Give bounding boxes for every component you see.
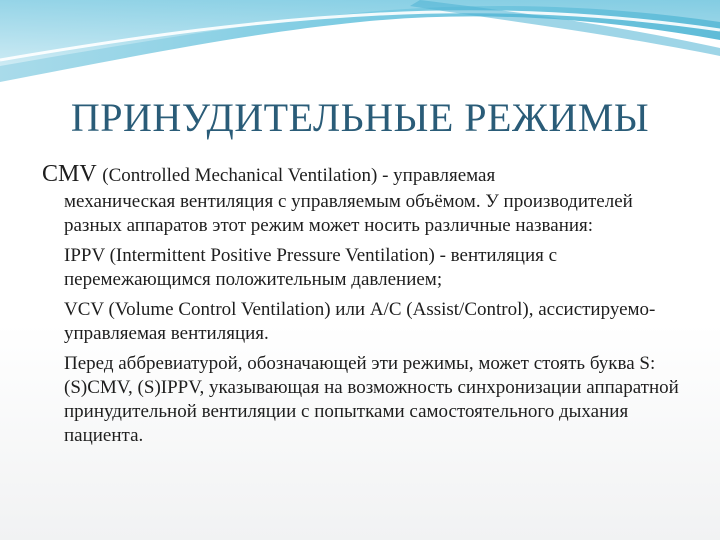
cmv-paragraph (42, 160, 682, 190)
cmv-definition-continued: механическая вентиляция с управляемым объёмом. У производителей разных аппаратов этот режим может носить различные названия: (64, 191, 633, 236)
list-item-vcv: VCV (Volume Control Ventilation) или A/C (Assist/Control), ассистируемо-управляемая вентиляция. (64, 299, 656, 344)
cmv-abbreviation: CMV (42, 161, 97, 187)
cmv-definition-line: (Controlled Mechanical Ventilation) - управляемая (102, 165, 496, 186)
slide-body (42, 160, 682, 448)
list-item-ippv: IPPV (Intermittent Positive Pressure Ventilation) - вентиляция с перемежающимся положительным давлением; (64, 245, 558, 290)
slide-title: ПРИНУДИТЕЛЬНЫЕ РЕЖИМЫ (70, 95, 650, 140)
list-item-synchronization-note: Перед аббревиатурой, обозначающей эти режимы, может стоять буква S: (S)CMV, (S)IPPV, указывающая на возможность синхронизации аппаратной принудительной вентиляции с попытками самостоятельного дыхания пациента. (64, 353, 679, 446)
